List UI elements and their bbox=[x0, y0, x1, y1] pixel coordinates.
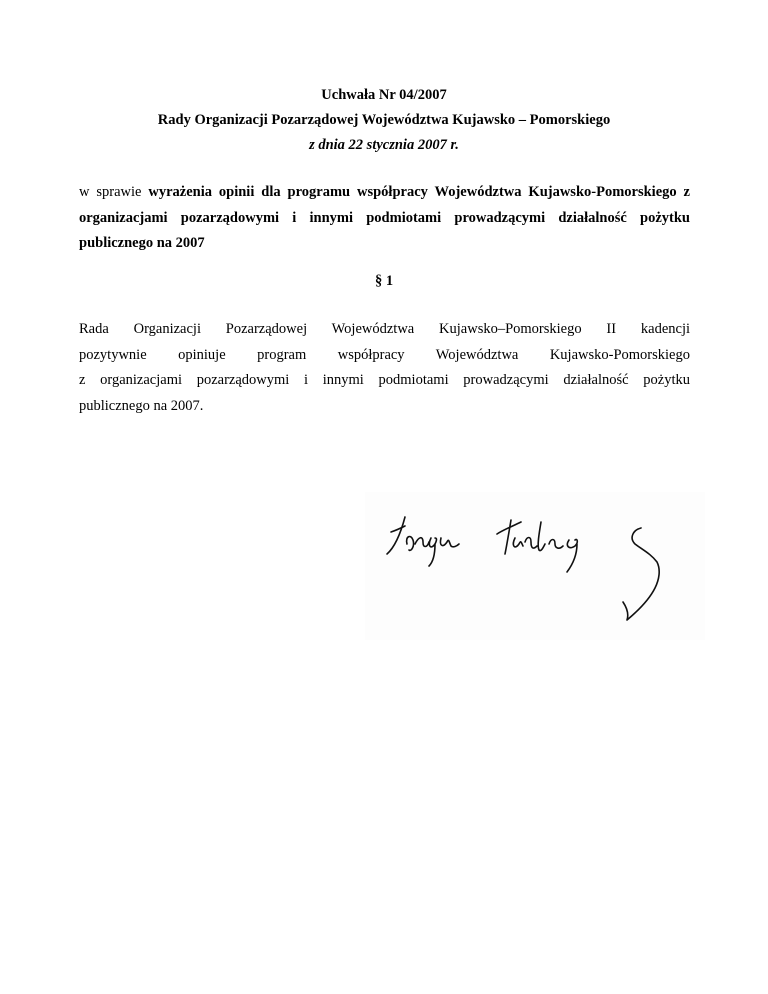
resolution-date: z dnia 22 stycznia 2007 r. bbox=[309, 137, 459, 153]
section-mark: § 1 bbox=[374, 273, 394, 289]
resolution-subject bbox=[79, 180, 690, 257]
handwritten-signature bbox=[365, 492, 705, 640]
signature-drawing bbox=[365, 492, 705, 640]
subject-text: wyrażenia opinii dla programu współpracy Województwa Kujawsko-Pomorskiego z organizacjami pozarządowymi i innymi podmiotami prowadzącymi działalność pożytku publicznego na 2007 bbox=[79, 184, 690, 251]
body-line: Rada Organizacji Pozarządowej Województwa Kujawsko–Pomorskiego II kadencji bbox=[79, 321, 690, 337]
subject-prefix: w sprawie bbox=[79, 184, 149, 200]
resolution-number: Uchwała Nr 04/2007 bbox=[321, 87, 447, 103]
body-line: pozytywnie opiniuje program współpracy Województwa Kujawsko-Pomorskiego bbox=[79, 346, 690, 363]
body-line: publicznego na 2007. bbox=[79, 397, 204, 414]
body-line: z organizacjami pozarządowymi i innymi podmiotami prowadzącymi działalność pożytku bbox=[79, 372, 690, 388]
resolution-body bbox=[79, 317, 690, 419]
council-name: Rady Organizacji Pozarządowej Województwa Kujawsko – Pomorskiego bbox=[157, 112, 611, 128]
